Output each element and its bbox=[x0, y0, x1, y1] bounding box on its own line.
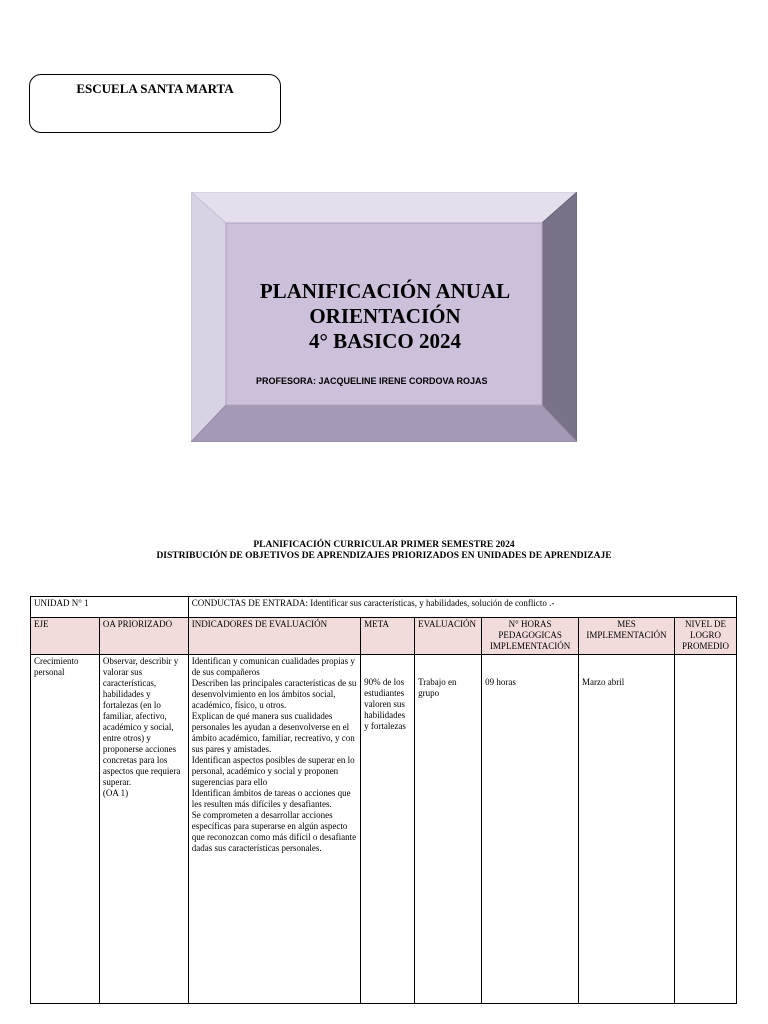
bevel-right bbox=[542, 192, 577, 442]
bevel-left bbox=[191, 192, 226, 442]
planning-table bbox=[30, 596, 737, 1004]
bevel-top bbox=[191, 192, 577, 223]
cell-evaluacion: Trabajo en grupo bbox=[415, 655, 482, 1004]
heading-distribution: DISTRIBUCIÓN DE OBJETIVOS DE APRENDIZAJES PRIORIZADOS EN UNIDADES DE APRENDIZAJE bbox=[156, 551, 612, 561]
table-header-row bbox=[31, 618, 737, 655]
col-header-indicadores: INDICADORES DE EVALUACIÓN bbox=[188, 618, 360, 655]
cell-nivel bbox=[674, 655, 736, 1004]
cover-content bbox=[226, 223, 544, 405]
cover-title bbox=[226, 279, 544, 354]
col-header-oa: OA PRIORIZADO bbox=[99, 618, 188, 655]
cover-title-line-1: PLANIFICACIÓN ANUAL bbox=[259, 279, 511, 303]
cell-eje: Crecimiento personal bbox=[31, 655, 100, 1004]
cover-title-line-2: ORIENTACIÓN bbox=[309, 304, 461, 328]
col-header-horas: N° HORAS PEDAGOGICAS IMPLEMENTACIÓN bbox=[482, 618, 579, 655]
cover-title-line-3: 4° BASICO 2024 bbox=[309, 329, 461, 353]
entry-behaviors-cell: CONDUCTAS DE ENTRADA: Identificar sus características, y habilidades, solución de conflicto .- bbox=[188, 597, 736, 618]
cell-oa: Observar, describir y valorar sus características, habilidades y fortalezas (en lo familiar, afectivo, académico y social, entre otros) y proponerse acciones concretas para los aspectos que requiera superar. (OA 1) bbox=[99, 655, 188, 1004]
unit-cell: UNIDAD N° 1 bbox=[31, 597, 189, 618]
col-header-mes: MES IMPLEMENTACIÓN bbox=[579, 618, 675, 655]
school-name-box bbox=[29, 74, 281, 133]
table-row bbox=[31, 655, 737, 1004]
col-header-evaluacion: EVALUACIÓN bbox=[415, 618, 482, 655]
heading-semester: PLANIFICACIÓN CURRICULAR PRIMER SEMESTRE 2024 bbox=[253, 540, 515, 550]
cover-bevel-panel bbox=[191, 192, 577, 442]
col-header-eje: EJE bbox=[31, 618, 100, 655]
cell-mes: Marzo abril bbox=[579, 655, 675, 1004]
cell-indicadores: Identifican y comunican cualidades propias y de sus compañeros Describen las principales características de su desenvolvimiento en los ámbitos social, académico, físico, u otros. Explican de qué manera sus cualidades personales les ayudan a desenvolverse en el ámbito académico, familiar, recreativo, y con sus pares y amistades. Identifican aspectos posibles de superar en lo personal, académico y social y proponen sugerencias para ello Identifican ámbitos de tareas o acciones que les resulten más difíciles y desafiantes. Se comprometen a desarrollar acciones específicas para superarse en algún aspecto que reconozcan como más difícil o desafiante dadas sus características personales. bbox=[188, 655, 360, 1004]
cell-meta: 90% de los estudiantes valoren sus habilidades y fortalezas bbox=[361, 655, 415, 1004]
col-header-nivel: NIVEL DE LOGRO PROMEDIO bbox=[674, 618, 736, 655]
cell-horas: 09 horas bbox=[482, 655, 579, 1004]
bevel-bottom bbox=[191, 405, 577, 442]
col-header-meta: META bbox=[361, 618, 415, 655]
school-name: ESCUELA SANTA MARTA bbox=[76, 81, 234, 96]
teacher-name: PROFESORA: JACQUELINE IRENE CORDOVA ROJAS bbox=[256, 376, 488, 386]
table-row-unit bbox=[31, 597, 737, 618]
